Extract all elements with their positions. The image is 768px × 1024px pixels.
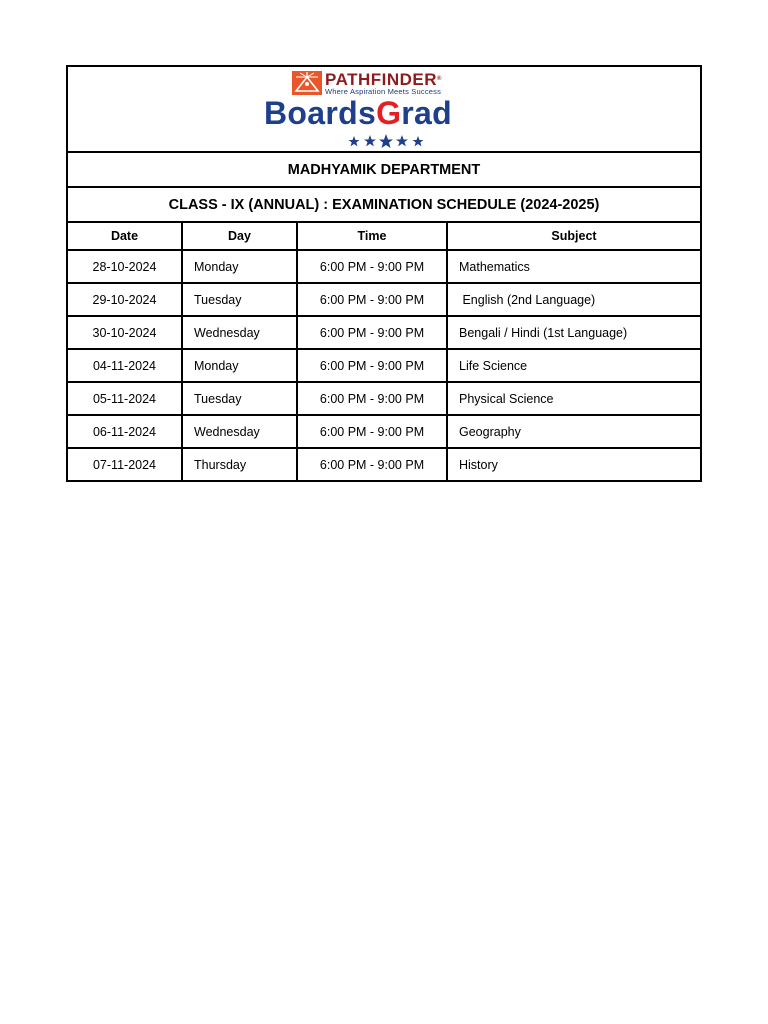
subject-cell: Life Science [447, 349, 700, 382]
pathfinder-name: PATHFINDER [325, 70, 438, 89]
schedule-title: CLASS - IX (ANNUAL) : EXAMINATION SCHEDULE (2024-2025) [68, 188, 700, 223]
day-cell: Monday [182, 250, 297, 283]
date-cell: 06-11-2024 [68, 415, 182, 448]
table-row [68, 316, 700, 349]
pathfinder-emblem-icon [292, 71, 322, 95]
date-cell: 05-11-2024 [68, 382, 182, 415]
date-cell: 28-10-2024 [68, 250, 182, 283]
table-row [68, 283, 700, 316]
exam-schedule-table [68, 223, 700, 480]
time-cell: 6:00 PM - 9:00 PM [297, 415, 447, 448]
table-row [68, 448, 700, 480]
stars-icon [346, 133, 426, 149]
pathfinder-tagline: Where Aspiration Meets Success [325, 87, 442, 96]
date-cell: 30-10-2024 [68, 316, 182, 349]
time-cell: 6:00 PM - 9:00 PM [297, 382, 447, 415]
boardsgrad-part-rad: rad [401, 95, 452, 131]
date-cell: 29-10-2024 [68, 283, 182, 316]
time-cell: 6:00 PM - 9:00 PM [297, 250, 447, 283]
subject-cell: History [447, 448, 700, 480]
boardsgrad-part-boards: Boards [264, 95, 377, 131]
logo-header [68, 67, 700, 153]
department-heading: MADHYAMIK DEPARTMENT [68, 153, 700, 188]
subject-cell: Geography [447, 415, 700, 448]
time-cell: 6:00 PM - 9:00 PM [297, 448, 447, 480]
date-cell: 07-11-2024 [68, 448, 182, 480]
day-cell: Wednesday [182, 415, 297, 448]
day-cell: Thursday [182, 448, 297, 480]
day-cell: Monday [182, 349, 297, 382]
subject-cell: Bengali / Hindi (1st Language) [447, 316, 700, 349]
table-row [68, 349, 700, 382]
schedule-sheet [66, 65, 702, 482]
time-cell: 6:00 PM - 9:00 PM [297, 283, 447, 316]
column-header-subject: Subject [447, 223, 700, 250]
subject-cell: English (2nd Language) [447, 283, 700, 316]
day-cell: Tuesday [182, 382, 297, 415]
subject-cell: Mathematics [447, 250, 700, 283]
time-cell: 6:00 PM - 9:00 PM [297, 349, 447, 382]
day-cell: Wednesday [182, 316, 297, 349]
registered-mark: ® [437, 76, 442, 82]
table-header-row [68, 223, 700, 250]
time-cell: 6:00 PM - 9:00 PM [297, 316, 447, 349]
boardsgrad-part-g: G [376, 95, 402, 131]
subject-cell: Physical Science [447, 382, 700, 415]
table-row [68, 415, 700, 448]
table-row [68, 250, 700, 283]
day-cell: Tuesday [182, 283, 297, 316]
table-row [68, 382, 700, 415]
column-header-date: Date [68, 223, 182, 250]
column-header-time: Time [297, 223, 447, 250]
column-header-day: Day [182, 223, 297, 250]
pathfinder-logo [292, 71, 442, 97]
date-cell: 04-11-2024 [68, 349, 182, 382]
boardsgrad-logo [264, 95, 452, 131]
